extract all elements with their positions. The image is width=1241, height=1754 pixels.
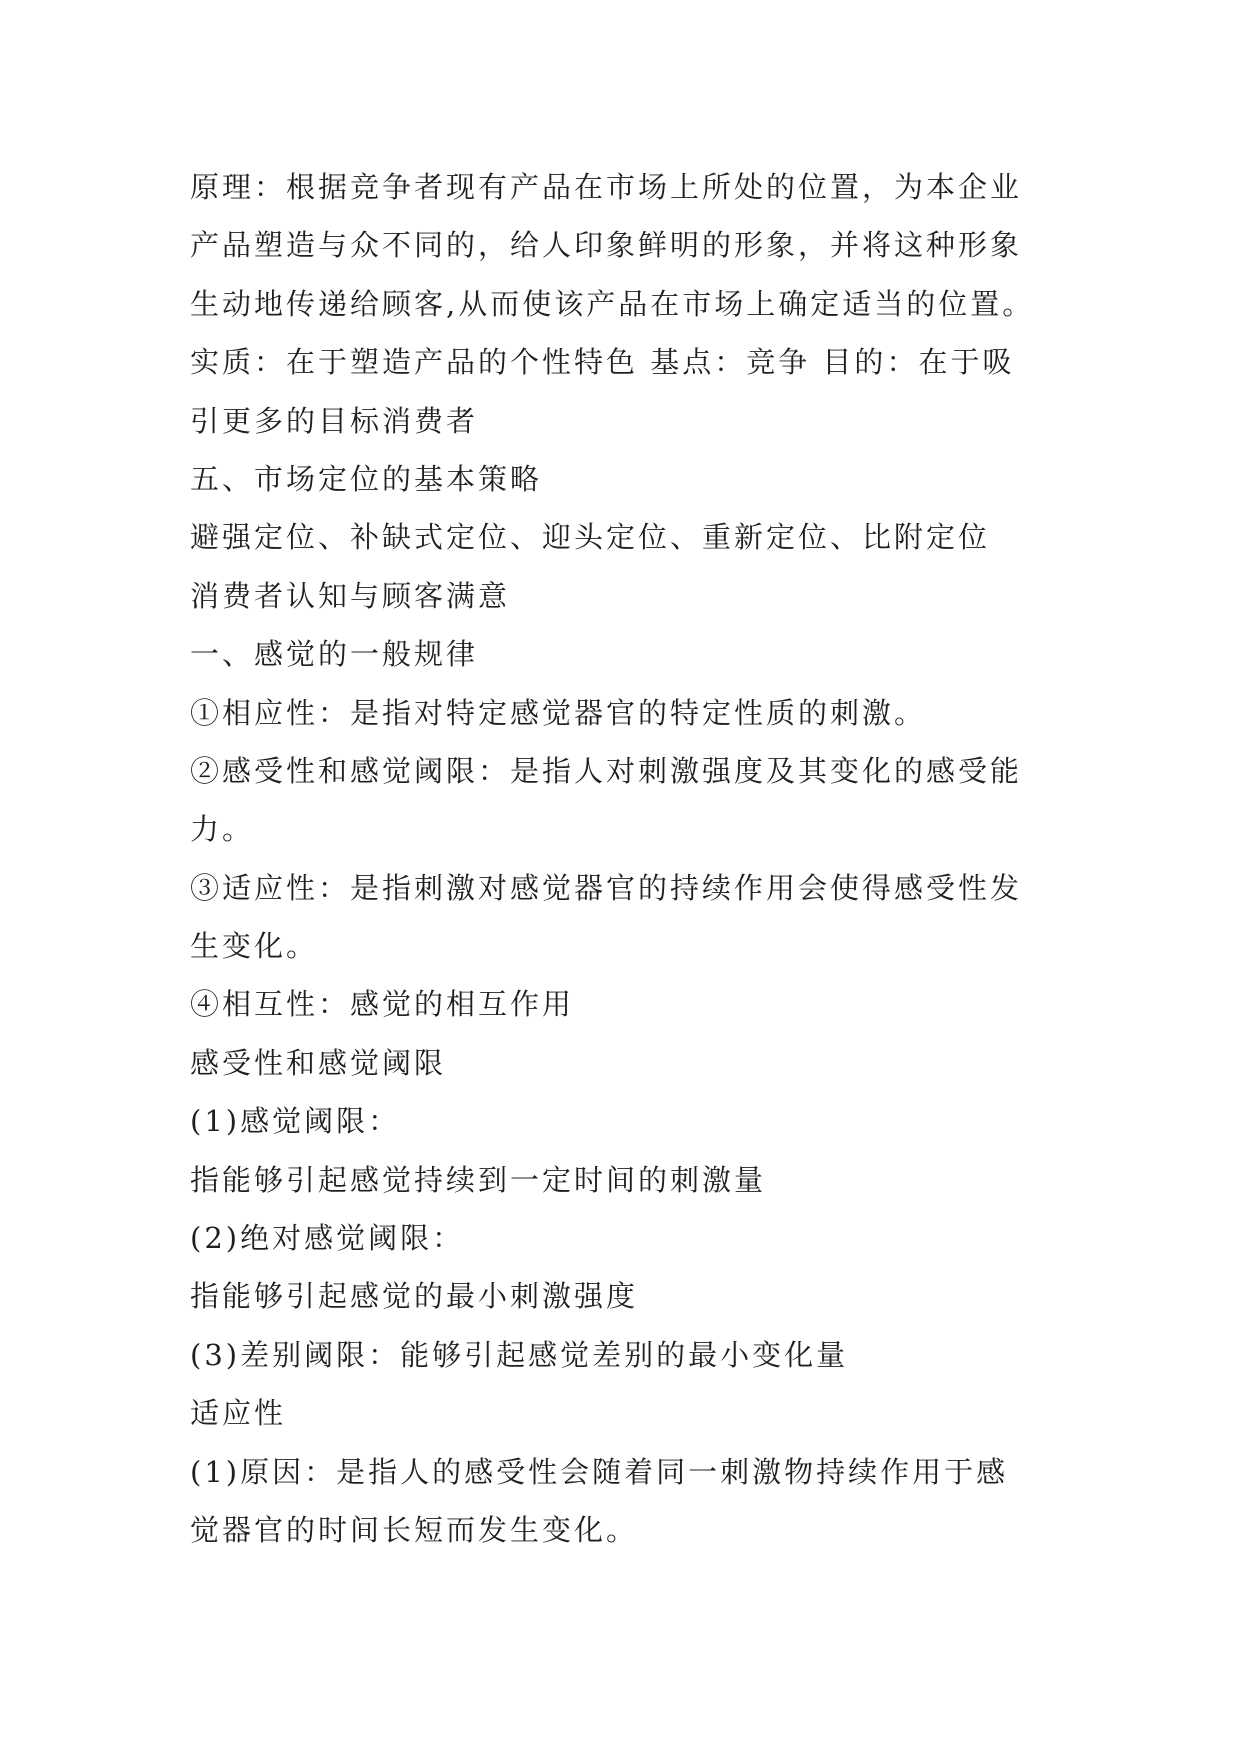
text-line: 指能够引起感觉的最小刺激强度 bbox=[190, 1279, 639, 1314]
document-body bbox=[190, 158, 1090, 1559]
list-item: ②感受性和感觉阈限：是指人对刺激强度及其变化的感受能 bbox=[190, 753, 1023, 788]
subsection-heading: 适应性 bbox=[190, 1396, 287, 1431]
section-heading: 一、感觉的一般规律 bbox=[190, 637, 479, 672]
list-item: ③适应性：是指刺激对感觉器官的持续作用会使得感受性发 bbox=[190, 870, 1023, 905]
list-item: ④相互性：感觉的相互作用 bbox=[190, 987, 575, 1022]
text-line: 产品塑造与众不同的，给人印象鲜明的形象，并将这种形象 bbox=[190, 228, 1023, 263]
list-item: (3)差别阈限：能够引起感觉差别的最小变化量 bbox=[190, 1337, 849, 1372]
text-line: 引更多的目标消费者 bbox=[190, 403, 479, 438]
list-item: ①相应性：是指对特定感觉器官的特定性质的刺激。 bbox=[190, 695, 927, 730]
subsection-heading: 感受性和感觉阈限 bbox=[190, 1045, 447, 1080]
text-line: 避强定位、补缺式定位、迎头定位、重新定位、比附定位 bbox=[190, 520, 991, 555]
text-line: 生动地传递给顾客,从而使该产品在市场上确定适当的位置。 bbox=[190, 286, 1035, 321]
text-line: 实质：在于塑造产品的个性特色 基点：竞争 目的：在于吸 bbox=[190, 345, 1015, 380]
text-line: 力。 bbox=[190, 812, 255, 847]
list-item: (2)绝对感觉阈限： bbox=[190, 1221, 465, 1256]
text-line: 指能够引起感觉持续到一定时间的刺激量 bbox=[190, 1162, 767, 1197]
list-item: (1)原因：是指人的感受性会随着同一刺激物持续作用于感 bbox=[190, 1454, 1009, 1489]
text-line: 原理：根据竞争者现有产品在市场上所处的位置，为本企业 bbox=[190, 170, 1023, 204]
list-item: (1)感觉阈限： bbox=[190, 1104, 401, 1139]
section-heading: 五、市场定位的基本策略 bbox=[190, 461, 543, 496]
text-line: 觉器官的时间长短而发生变化。 bbox=[190, 1512, 639, 1547]
chapter-heading: 消费者认知与顾客满意 bbox=[190, 578, 511, 613]
text-line: 生变化。 bbox=[190, 929, 319, 964]
